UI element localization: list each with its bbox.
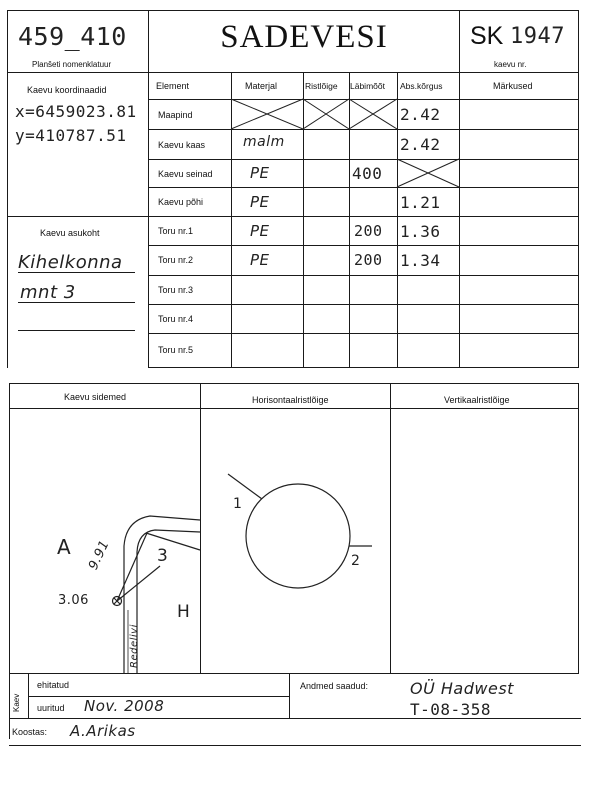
- sketch-label-h: H: [177, 602, 191, 622]
- row-element: Toru nr.5: [158, 345, 194, 355]
- row-element: Toru nr.4: [158, 314, 194, 324]
- sketch-label-a: A: [57, 535, 72, 559]
- footer-data-from-label: Andmed saadud:: [300, 681, 369, 691]
- footer-built-label: ehitatud: [37, 680, 70, 690]
- row-element: Maapind: [158, 110, 193, 120]
- col-header-elevation: Abs.kõrgus: [400, 81, 443, 91]
- pipe-label-2: 2: [351, 553, 361, 569]
- well-number-label: kaevu nr.: [494, 60, 527, 69]
- row-material: malm: [243, 134, 285, 150]
- distance-label: 9.91: [86, 537, 113, 573]
- row-elevation: 1.21: [400, 193, 441, 212]
- coord-x-value: x=6459023.81: [15, 102, 137, 121]
- panel-title-vertical: Vertikaalristlõige: [444, 395, 510, 405]
- road-label: Redelivi: [129, 624, 140, 668]
- row-diameter: 400: [352, 164, 383, 183]
- offset-label: 3.06: [58, 593, 89, 608]
- footer-compiled-label: Koostas:: [12, 727, 48, 737]
- col-header-notes: Märkused: [493, 81, 533, 91]
- panel-title-horizontal: Horisontaalristlõige: [252, 395, 329, 405]
- row-element: Kaevu kaas: [158, 140, 206, 150]
- well-number: 1947: [510, 24, 565, 49]
- footer-data-value-1: OÜ Hadwest: [410, 679, 514, 698]
- nomenclature-value: 459_410: [18, 22, 127, 51]
- row-element: Toru nr.2: [158, 255, 194, 265]
- coords-label: Kaevu koordinaadid: [27, 85, 107, 95]
- well-prefix: SK: [470, 22, 504, 50]
- col-header-diameter: Läbimõõt: [350, 81, 385, 91]
- nomenclature-label: Planšeti nomenklatuur: [32, 60, 112, 69]
- row-element: Toru nr.3: [158, 285, 194, 295]
- row-elevation: 1.36: [400, 222, 441, 241]
- col-header-cross: Ristlõige: [305, 81, 338, 91]
- footer-surveyed-value: Nov. 2008: [84, 697, 165, 715]
- form-title: SADEVESI: [220, 19, 388, 55]
- pipe-label-1: 1: [233, 496, 243, 512]
- footer-surveyed-label: uuritud: [37, 703, 65, 713]
- row-elevation: 2.42: [400, 105, 441, 124]
- location-line1: Kihelkonna: [18, 252, 123, 273]
- row-element: Kaevu seinad: [158, 169, 213, 179]
- coord-y-value: y=410787.51: [15, 126, 127, 145]
- row-material: PE: [250, 193, 270, 211]
- sketch-label-3: 3: [157, 546, 169, 566]
- row-element: Toru nr.1: [158, 226, 194, 236]
- panel-title-connections: Kaevu sidemed: [64, 392, 127, 402]
- footer-data-value-2: T-08-358: [410, 700, 492, 719]
- row-element: Kaevu põhi: [158, 197, 204, 207]
- row-elevation: 1.34: [400, 251, 441, 270]
- row-material: PE: [250, 222, 270, 240]
- row-elevation: 2.42: [400, 135, 441, 154]
- manhole-circle: [228, 474, 372, 588]
- row-material: PE: [250, 251, 270, 269]
- row-diameter: 200: [354, 222, 383, 240]
- col-header-material: Materjal: [245, 81, 278, 91]
- location-line2: mnt 3: [20, 282, 76, 303]
- footer-kaev-label: Kaev: [12, 693, 21, 712]
- row-diameter: 200: [354, 251, 383, 269]
- col-header-element: Element: [156, 81, 190, 91]
- row-material: PE: [250, 164, 270, 182]
- footer-compiled-value: A.Arikas: [70, 722, 136, 740]
- location-label: Kaevu asukoht: [40, 228, 100, 238]
